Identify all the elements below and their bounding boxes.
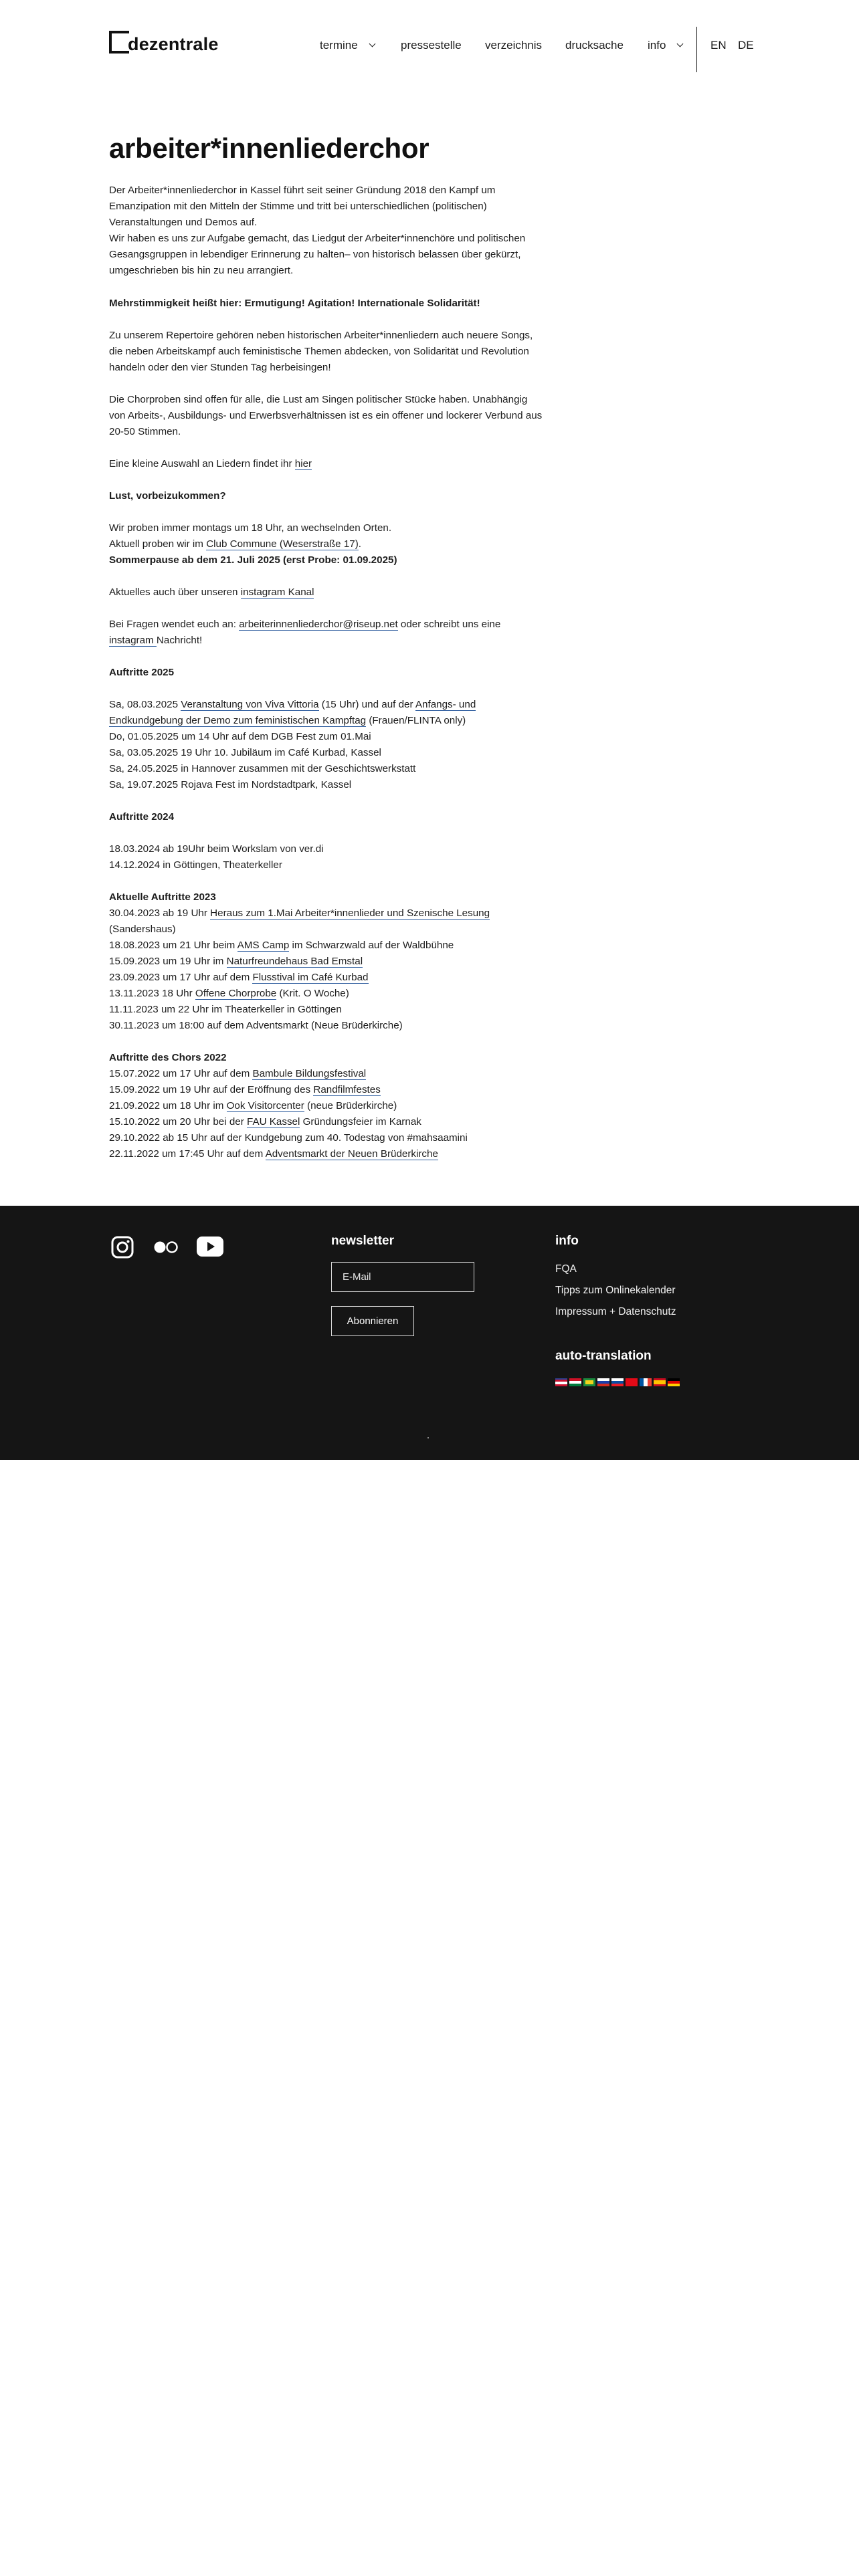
event-item: Do, 01.05.2025 um 14 Uhr auf dem DGB Fest zum 01.Mai — [109, 731, 371, 742]
event-item: 18.03.2024 ab 19Uhr beim Workslam von ver.di — [109, 843, 324, 855]
text-segment: 13.11.2023 18 Uhr — [109, 988, 195, 999]
event-item: Sa, 24.05.2025 in Hannover zusammen mit der Geschichtswerkstatt — [109, 763, 416, 774]
translation-flags — [555, 1378, 680, 1386]
text-segment: 15.09.2022 um 19 Uhr auf der Eröffnung des — [109, 1084, 314, 1095]
instagram-icon[interactable] — [110, 1235, 134, 1263]
text-segment: . — [358, 538, 362, 550]
flag-english-icon[interactable] — [555, 1378, 567, 1386]
footer-link-fqa[interactable]: FQA — [555, 1263, 577, 1275]
text-segment: 15.07.2022 um 17 Uhr auf dem — [109, 1068, 253, 1079]
flag-russian-icon[interactable] — [597, 1378, 609, 1386]
text-line: die neben Arbeitskampf auch feministische Themen abdecken, von Solidarität und Revolution — [109, 346, 529, 357]
event-item — [109, 1146, 577, 1162]
text-segment: 30.04.2023 ab 19 Uhr — [109, 907, 211, 919]
songs-paragraph — [109, 456, 577, 472]
kampftag-link[interactable]: Anfangs- und — [415, 699, 476, 710]
flag-arabic-icon[interactable] — [569, 1378, 581, 1386]
rehearsal-paragraph — [109, 520, 577, 568]
songs-link[interactable]: hier — [294, 458, 312, 469]
events-2025 — [109, 697, 577, 793]
site-footer — [0, 1206, 859, 1460]
event-item — [109, 713, 577, 729]
ams-camp-link[interactable]: AMS Camp — [237, 940, 290, 951]
site-header — [0, 0, 859, 87]
info-title: info — [555, 1234, 579, 1248]
lang-label: DE — [738, 39, 754, 51]
newsletter-title: newsletter — [331, 1234, 394, 1248]
flag-turkish-icon[interactable] — [626, 1378, 638, 1386]
text-line: Zu unserem Repertoire gehören neben historischen Arbeiter*innenliedern auch neuere Songs, — [109, 330, 533, 341]
text-line: Wir proben immer montags um 18 Uhr, an wechselnden Orten. — [109, 522, 392, 534]
text-segment: (Frauen/FLINTA only) — [366, 715, 466, 726]
chevron-down-icon — [677, 41, 684, 47]
flusstival-link[interactable]: Flusstival im Café Kurbad — [252, 972, 369, 983]
event-item: Sa, 19.07.2025 Rojava Fest im Nordstadtpark, Kassel — [109, 779, 352, 790]
event-item: 14.12.2024 in Göttingen, Theaterkeller — [109, 859, 282, 871]
event-item — [109, 1066, 577, 1082]
translation-title: auto-translation — [555, 1349, 652, 1363]
event-item: (Sandershaus) — [109, 924, 176, 935]
adventsmarkt-link[interactable]: Adventsmarkt der Neuen Brüderkirche — [265, 1148, 438, 1160]
text-segment: 23.09.2023 um 17 Uhr auf dem — [109, 972, 253, 983]
news-paragraph — [109, 584, 577, 601]
nav-label: termine — [320, 39, 358, 51]
summer-break: Sommerpause ab dem 21. Juli 2025 (erst Probe: 01.09.2025) — [109, 554, 397, 566]
text-segment: 22.11.2022 um 17:45 Uhr auf dem — [109, 1148, 266, 1160]
logo[interactable] — [109, 27, 219, 53]
repertoire-paragraph — [109, 328, 577, 376]
text-segment: Aktuell proben wir im — [109, 538, 207, 550]
text-segment: (Krit. O Woche) — [276, 988, 349, 999]
instagram-channel-link[interactable]: instagram Kanal — [240, 586, 314, 598]
event-item: 11.11.2023 um 22 Uhr im Theaterkeller in Göttingen — [109, 1004, 342, 1015]
text-segment: 18.08.2023 um 21 Uhr beim — [109, 940, 237, 951]
footer-link-impressum[interactable]: Impressum + Datenschutz — [555, 1306, 676, 1317]
contact-paragraph — [109, 617, 577, 649]
text-line: Gesangsgruppen in lebendiger Erinnerung zu halten– von historisch belassen über gekürzt, — [109, 249, 521, 260]
text-segment: im Schwarzwald auf der Waldbühne — [289, 940, 454, 951]
youtube-icon[interactable] — [197, 1237, 223, 1260]
text-segment: 15.09.2023 um 19 Uhr im — [109, 956, 227, 967]
text-segment: Aktuelles auch über unseren — [109, 586, 241, 598]
bambule-link[interactable]: Bambule Bildungsfestival — [252, 1068, 367, 1079]
event-item — [109, 905, 577, 922]
nav-divider — [696, 27, 697, 72]
logo-text: dezentrale — [128, 34, 219, 54]
events-2022 — [109, 1066, 577, 1162]
event-item — [109, 970, 577, 986]
text-line: handeln oder den vier Stunden Tag herbeisingen! — [109, 362, 331, 373]
nav-label: verzeichnis — [485, 39, 543, 51]
text-line: von Arbeits-, Ausbildungs- und Erwerbsverhältnissen ist es ein offener und lockerer Verbund aus — [109, 410, 543, 421]
naturfreundehaus-link[interactable]: Naturfreundehaus Bad Emstal — [226, 956, 363, 967]
chevron-down-icon — [369, 41, 375, 47]
nav-label: pressestelle — [401, 39, 462, 51]
footer-dot — [427, 1437, 429, 1438]
flag-german-icon[interactable] — [668, 1378, 680, 1386]
text-line: Wir haben es uns zur Aufgabe gemacht, das Liedgut der Arbeiter*innenchöre und politischen — [109, 233, 526, 244]
visit-heading: Lust, vorbeizukommen? — [109, 490, 226, 502]
text-line: Emanzipation mit den Mitteln der Stimme und tritt bei unterschiedlichen (politischen) — [109, 201, 487, 212]
events-2024 — [109, 841, 577, 873]
flag-slovak-icon[interactable] — [611, 1378, 624, 1386]
logo-mark — [109, 31, 129, 53]
text-line: 20-50 Stimmen. — [109, 426, 181, 437]
event-item — [109, 1114, 577, 1130]
text-segment: Bei Fragen wendet euch an: — [109, 619, 240, 630]
open-paragraph — [109, 392, 577, 440]
nav-item-drucksache[interactable] — [565, 39, 624, 52]
nav-label: info — [648, 39, 666, 51]
text-line — [109, 617, 577, 633]
intro-paragraph — [109, 183, 577, 279]
text-segment: 21.09.2022 um 18 Uhr im — [109, 1100, 227, 1111]
event-item — [109, 954, 577, 970]
subscribe-button[interactable]: Abonnieren — [331, 1306, 414, 1336]
text-segment: Gründungsfeier im Karnak — [300, 1116, 421, 1128]
event-item: Sa, 03.05.2025 19 Uhr 10. Jubiläum im Café Kurbad, Kassel — [109, 747, 381, 758]
ook-visitorcenter-link[interactable]: Ook Visitorcenter — [226, 1100, 304, 1111]
text-line — [109, 633, 577, 649]
nav-item-pressestelle[interactable] — [401, 39, 462, 52]
flag-french-icon[interactable] — [640, 1378, 652, 1386]
event-item: 30.11.2023 um 18:00 auf dem Adventsmarkt (Neue Brüderkirche) — [109, 1020, 403, 1031]
text-line — [109, 536, 577, 552]
text-line: Veranstaltungen und Demos auf. — [109, 217, 258, 228]
fau-kassel-link[interactable]: FAU Kassel — [247, 1116, 300, 1128]
motto: Mehrstimmigkeit heißt hier: Ermutigung! Agitation! Internationale Solidarität! — [109, 298, 480, 309]
text-segment: (15 Uhr) und auf der — [318, 699, 415, 710]
heraus-1-mai-link[interactable]: Heraus zum 1.Mai Arbeiter*innenlieder und Szenische Lesung — [210, 907, 490, 919]
instagram-message-link[interactable]: instagram — [109, 635, 157, 646]
viva-vittoria-link[interactable]: Veranstaltung von Viva Vittoria — [181, 699, 319, 710]
flag-portuguese-icon[interactable] — [583, 1378, 595, 1386]
text-segment: oder schreibt uns eine — [397, 619, 501, 630]
club-commune-link[interactable]: Club Commune (Weserstraße 17) — [206, 538, 359, 550]
flag-spanish-icon[interactable] — [654, 1378, 666, 1386]
text-segment: 15.10.2022 um 20 Uhr bei der — [109, 1116, 248, 1128]
nav-item-info[interactable] — [648, 39, 682, 52]
email-link[interactable]: arbeiterinnenliederchor@riseup.net — [239, 619, 398, 630]
text-segment: Nachricht! — [156, 635, 203, 646]
nav-item-verzeichnis[interactable] — [485, 39, 542, 52]
lang-en[interactable] — [710, 39, 727, 52]
event-item: 29.10.2022 ab 15 Uhr auf der Kundgebung zum 40. Todestag von #mahsaamini — [109, 1132, 468, 1144]
lang-label: EN — [710, 39, 727, 51]
event-item — [109, 1098, 577, 1114]
heading-2024: Auftritte 2024 — [109, 811, 175, 823]
randfilmfest-link[interactable]: Randfilmfestes — [313, 1084, 381, 1095]
songs-text: Eine kleine Auswahl an Liedern findet ihr — [109, 458, 295, 469]
offene-chorprobe-link[interactable]: Offene Chorprobe — [195, 988, 277, 999]
lang-de[interactable] — [738, 39, 754, 52]
event-item — [109, 986, 577, 1002]
footer-link-tipps[interactable]: Tipps zum Onlinekalender — [555, 1285, 676, 1296]
events-2023 — [109, 905, 577, 1034]
heading-2025: Auftritte 2025 — [109, 667, 175, 678]
text-line: Der Arbeiter*innenliederchor in Kassel führt seit seiner Gründung 2018 den Kampf um — [109, 185, 496, 196]
event-item — [109, 938, 577, 954]
flickr-icon[interactable] — [153, 1240, 179, 1258]
heading-2023: Aktuelle Auftritte 2023 — [109, 891, 216, 903]
text-line: Die Chorproben sind offen für alle, die Lust am Singen politischer Stücke haben. Unabhängig — [109, 394, 528, 405]
text-line: umgeschrieben bis hin zu neu arrangiert. — [109, 265, 294, 276]
heading-2022: Auftritte des Chors 2022 — [109, 1052, 227, 1063]
nav-item-termine[interactable] — [320, 39, 375, 52]
text-segment: Sa, 08.03.2025 — [109, 699, 181, 710]
text-segment: (neue Brüderkirche) — [304, 1100, 397, 1111]
event-item — [109, 697, 577, 713]
event-item — [109, 1082, 577, 1098]
kampftag-link[interactable]: Endkundgebung der Demo zum feministischen Kampftag — [109, 715, 367, 726]
email-field[interactable] — [331, 1262, 474, 1292]
page-title: arbeiter*innenliederchor — [109, 132, 430, 164]
nav-label: drucksache — [565, 39, 624, 51]
